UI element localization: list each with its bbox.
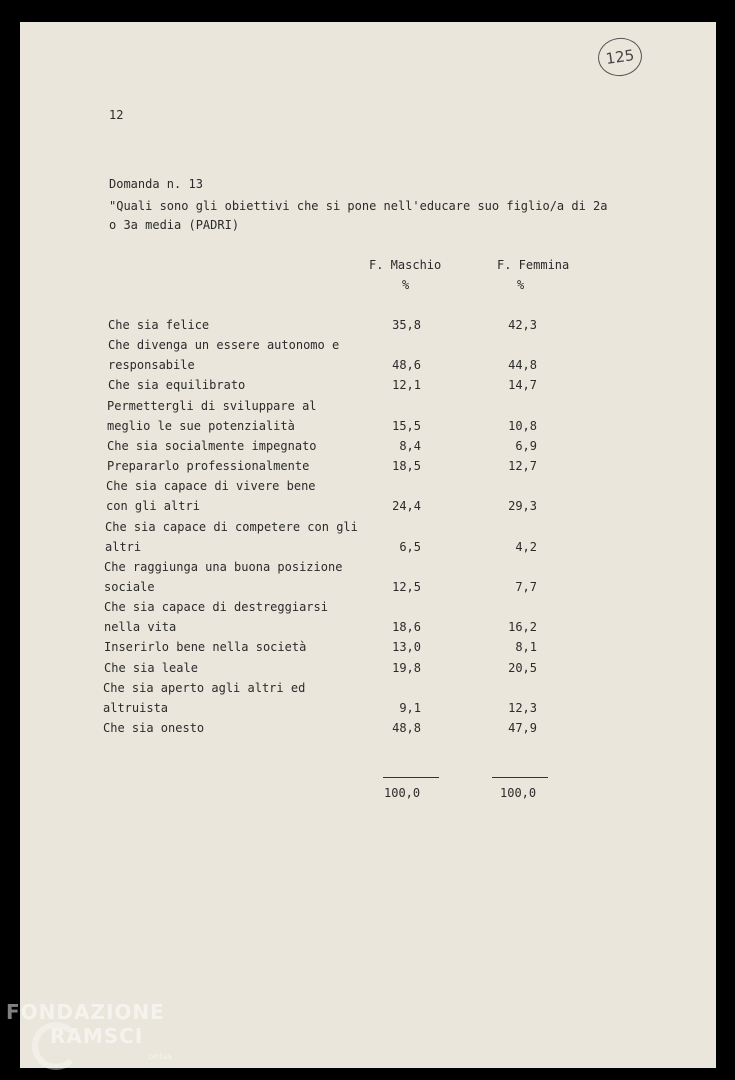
row-label: sociale <box>104 580 155 594</box>
watermark-line-3: onlus <box>148 1052 173 1062</box>
row-value-female: 12,3 <box>508 701 537 715</box>
column-unit-female: % <box>517 278 525 292</box>
row-label: con gli altri <box>106 499 200 513</box>
row-value-female: 10,8 <box>508 419 537 433</box>
page-number: 12 <box>109 108 124 122</box>
page-stamp: 125 <box>596 35 645 79</box>
row-value-female: 44,8 <box>508 358 537 372</box>
row-value-male: 35,8 <box>392 318 421 332</box>
row-value-female: 14,7 <box>508 378 537 392</box>
row-value-female: 8,1 <box>515 640 537 654</box>
row-label: Che sia leale <box>104 661 198 675</box>
total-rule-female <box>492 777 548 778</box>
column-header-female: F. Femmina <box>497 258 570 272</box>
row-value-male: 15,5 <box>392 419 421 433</box>
column-unit-male: % <box>402 278 410 292</box>
row-value-female: 4,2 <box>515 540 537 554</box>
row-label: Che sia capace di destreggiarsi <box>104 600 328 614</box>
row-value-male: 24,4 <box>392 499 421 513</box>
row-value-male: 6,5 <box>399 540 421 554</box>
question-text-line-2: o 3a media (PADRI) <box>109 218 240 232</box>
total-rule-male <box>383 777 439 778</box>
watermark-line-1: FONDAZIONE <box>6 1000 165 1024</box>
row-value-male: 8,4 <box>399 439 421 453</box>
question-text-line-1: "Quali sono gli obiettivi che si pone nell'educare suo figlio/a di 2a <box>109 199 608 213</box>
row-label: Che sia onesto <box>103 721 205 735</box>
row-value-female: 47,9 <box>508 721 537 735</box>
question-title: Domanda n. 13 <box>109 177 203 191</box>
row-label: responsabile <box>108 358 195 372</box>
row-value-male: 13,0 <box>392 640 421 654</box>
row-value-female: 29,3 <box>508 499 537 513</box>
row-label: Che sia aperto agli altri ed <box>103 681 306 695</box>
total-female: 100,0 <box>500 786 537 800</box>
row-label: nella vita <box>104 620 177 634</box>
row-label: altri <box>105 540 142 554</box>
row-label: Permettergli di sviluppare al <box>107 399 317 413</box>
row-label: Che sia felice <box>108 318 210 332</box>
total-male: 100,0 <box>384 786 421 800</box>
row-label: Che sia socialmente impegnato <box>107 439 317 453</box>
row-value-female: 20,5 <box>508 661 537 675</box>
row-label: Che sia capace di competere con gli <box>105 520 358 534</box>
row-value-female: 6,9 <box>515 439 537 453</box>
row-value-female: 16,2 <box>508 620 537 634</box>
row-value-male: 18,5 <box>392 459 421 473</box>
row-value-male: 48,8 <box>392 721 421 735</box>
row-value-female: 12,7 <box>508 459 537 473</box>
row-value-male: 48,6 <box>392 358 421 372</box>
row-value-male: 12,5 <box>392 580 421 594</box>
row-label: Che raggiunga una buona posizione <box>104 560 343 574</box>
row-value-female: 42,3 <box>508 318 537 332</box>
row-label: Che divenga un essere autonomo e <box>108 338 340 352</box>
row-value-male: 12,1 <box>392 378 421 392</box>
row-label: meglio le sue potenzialità <box>107 419 295 433</box>
row-value-female: 7,7 <box>515 580 537 594</box>
row-label: Che sia equilibrato <box>108 378 246 392</box>
row-label: Che sia capace di vivere bene <box>106 479 316 493</box>
row-label: Inserirlo bene nella società <box>104 640 307 654</box>
row-value-male: 9,1 <box>399 701 421 715</box>
row-label: Prepararlo professionalmente <box>107 459 310 473</box>
watermark-line-2: RAMSCI <box>50 1024 144 1048</box>
row-value-male: 18,6 <box>392 620 421 634</box>
column-header-male: F. Maschio <box>369 258 442 272</box>
row-label: altruista <box>103 701 169 715</box>
row-value-male: 19,8 <box>392 661 421 675</box>
